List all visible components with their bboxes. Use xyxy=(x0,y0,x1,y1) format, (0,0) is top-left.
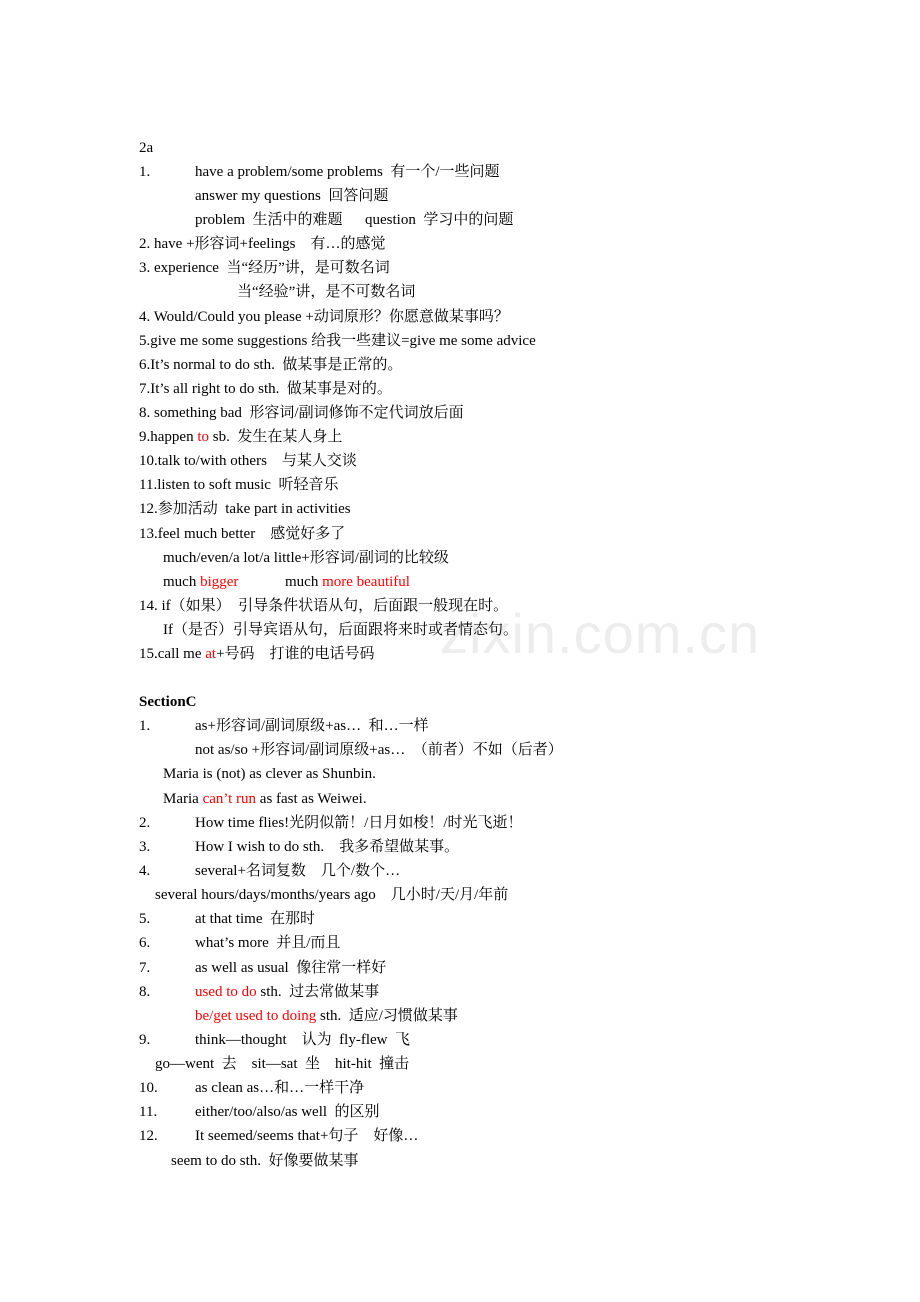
text-run: 15.call me xyxy=(139,646,206,662)
item-number: 7. xyxy=(139,960,151,976)
list-item: 6.It’s normal to do sth. 做某事是正常的。 xyxy=(139,357,403,373)
watermark: zixin.com.cn xyxy=(440,602,761,665)
item-number: 1. xyxy=(139,718,151,734)
list-item: How time flies!光阴似箭！/日月如梭！/时光飞逝！ xyxy=(195,815,523,831)
item-number: 10. xyxy=(139,1080,158,1096)
list-item: seem to do sth. 好像要做某事 xyxy=(171,1153,359,1169)
highlighted-text: more beautiful xyxy=(322,574,410,590)
section-2a-heading: 2a xyxy=(139,140,154,156)
highlighted-text: bigger xyxy=(200,574,239,590)
list-item: 10.talk to/with others 与某人交谈 xyxy=(139,453,357,469)
list-item: as+形容词/副词原级+as… 和…一样 xyxy=(195,718,429,734)
text-run: as fast as Weiwei. xyxy=(256,791,367,807)
text-run: sth. 过去常做某事 xyxy=(256,984,380,1000)
text-run: 9.happen xyxy=(139,429,198,445)
list-item xyxy=(163,789,367,809)
list-item: go—went 去 sit—sat 坐 hit-hit 撞击 xyxy=(155,1056,410,1072)
list-item: 11.listen to soft music 听轻音乐 xyxy=(139,477,339,493)
list-item: 当“经验”讲，是不可数名词 xyxy=(237,284,416,300)
list-item: 3. experience 当“经历”讲，是可数名词 xyxy=(139,260,390,276)
item-number: 9. xyxy=(139,1032,151,1048)
list-item xyxy=(285,572,410,592)
item-number: 3. xyxy=(139,839,151,855)
item-number: 11. xyxy=(139,1104,158,1120)
list-item: either/too/also/as well 的区别 xyxy=(195,1104,380,1120)
text-run: much xyxy=(285,574,323,590)
list-item: 14. if（如果） 引导条件状语从句，后面跟一般现在时。 xyxy=(139,598,509,614)
list-item xyxy=(139,644,375,664)
list-item xyxy=(163,572,238,592)
list-item: what’s more 并且/而且 xyxy=(195,935,341,951)
item-number: 1. xyxy=(139,164,151,180)
list-item: at that time 在那时 xyxy=(195,911,315,927)
highlighted-text: be/get used to doing xyxy=(195,1008,317,1024)
list-item: 4. Would/Could you please +动词原形？你愿意做某事吗？ xyxy=(139,309,509,325)
list-item: Maria is (not) as clever as Shunbin. xyxy=(163,766,376,782)
list-item: 5.give me some suggestions 给我一些建议=give me some advice xyxy=(139,333,536,349)
list-item: several hours/days/months/years ago 几小时/天/月/年前 xyxy=(155,887,509,903)
list-item: How I wish to do sth. 我多希望做某事。 xyxy=(195,839,460,855)
list-item: 8. something bad 形容词/副词修饰不定代词放后面 xyxy=(139,405,464,421)
item-number: 6. xyxy=(139,935,151,951)
list-item: think—thought 认为 fly-flew 飞 xyxy=(195,1032,410,1048)
section-c-heading: SectionC xyxy=(139,694,197,710)
list-item: problem 生活中的难题 question 学习中的问题 xyxy=(195,212,514,228)
item-number: 8. xyxy=(139,984,151,1000)
list-item: much/even/a lot/a little+形容词/副词的比较级 xyxy=(163,550,449,566)
list-item: have a problem/some problems 有一个/一些问题 xyxy=(195,164,500,180)
item-number: 5. xyxy=(139,911,151,927)
text-run: +号码 打谁的电话号码 xyxy=(216,646,375,662)
list-item xyxy=(139,427,342,447)
highlighted-text: at xyxy=(205,646,217,662)
list-item xyxy=(195,1006,458,1026)
text-run: sth. 适应/习惯做某事 xyxy=(316,1008,458,1024)
list-item: as well as usual 像往常一样好 xyxy=(195,960,387,976)
list-item: It seemed/seems that+句子 好像… xyxy=(195,1128,419,1144)
text-run: sb. 发生在某人身上 xyxy=(209,429,343,445)
highlighted-text: can’t run xyxy=(202,791,257,807)
text-run: Maria xyxy=(163,791,203,807)
list-item: 12.参加活动 take part in activities xyxy=(139,501,351,517)
list-item: 7.It’s all right to do sth. 做某事是对的。 xyxy=(139,381,392,397)
list-item xyxy=(195,982,379,1002)
item-number: 12. xyxy=(139,1128,158,1144)
list-item: answer my questions 回答问题 xyxy=(195,188,389,204)
list-item: 13.feel much better 感觉好多了 xyxy=(139,526,346,542)
highlighted-text: to xyxy=(197,429,209,445)
item-number: 2. xyxy=(139,815,151,831)
list-item: as clean as…和…一样干净 xyxy=(195,1080,365,1096)
list-item: If（是否）引导宾语从句，后面跟将来时或者情态句。 xyxy=(163,622,518,638)
list-item: several+名词复数 几个/数个… xyxy=(195,863,401,879)
highlighted-text: used to do xyxy=(195,984,257,1000)
list-item: 2. have +形容词+feelings 有…的感觉 xyxy=(139,236,386,252)
list-item: not as/so +形容词/副词原级+as… （前者）不如（后者） xyxy=(195,742,563,758)
item-number: 4. xyxy=(139,863,151,879)
text-run: much xyxy=(163,574,201,590)
